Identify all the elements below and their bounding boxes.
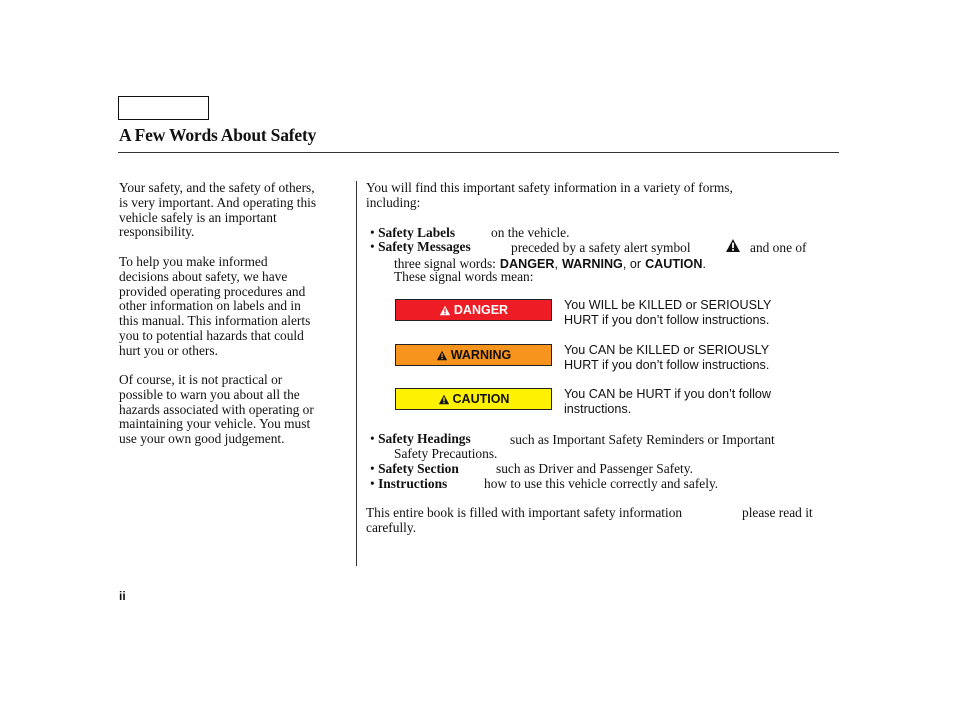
safety-headings-text: such as Important Safety Reminders or Important <box>510 432 775 447</box>
danger-label <box>395 299 552 321</box>
bullet-safety-headings <box>370 432 471 447</box>
text-line: is very important. And operating this <box>119 194 317 210</box>
text-line: Of course, it is not practical or <box>119 372 283 387</box>
text-line: this manual. This information alerts <box>119 313 311 329</box>
bullet: • <box>370 461 375 476</box>
term: Safety Labels <box>378 225 456 240</box>
text-line: you to potential hazards that could <box>119 327 304 343</box>
section-tab-box <box>118 96 209 120</box>
safety-messages-text: preceded by a safety alert symbol <box>511 240 691 255</box>
text-line: Your safety, and the safety of others, <box>119 180 315 195</box>
signal-words-line: three signal words: DANGER, WARNING, or CAUTION. <box>394 256 706 271</box>
text-line: hazards associated with operating or <box>119 401 314 417</box>
text-line: use your own good judgement. <box>119 431 285 447</box>
term: Instructions <box>378 476 448 491</box>
term: Safety Messages <box>378 239 471 254</box>
page-title: A Few Words About Safety <box>119 125 317 145</box>
left-paragraph-3 <box>119 373 314 447</box>
text-line: HURT if you don’t follow instructions. <box>564 313 770 327</box>
safety-section-text: such as Driver and Passenger Safety. <box>496 461 693 476</box>
warning-description <box>564 343 769 373</box>
signal-word-caution: CAUTION <box>645 257 703 271</box>
text-line: You CAN be KILLED or SERIOUSLY <box>564 343 770 357</box>
bullet-instructions <box>370 477 447 492</box>
caution-label <box>395 388 552 410</box>
bullet: • <box>370 476 375 491</box>
safety-headings-text-2: Safety Precautions. <box>394 446 498 461</box>
left-paragraph-1 <box>119 181 316 240</box>
text-line: You will find this important safety information in a variety of forms, <box>366 180 733 195</box>
text-line: possible to warn you about all the <box>119 386 300 402</box>
text-line: instructions. <box>564 402 632 416</box>
text-line: provided operating procedures and <box>119 283 306 299</box>
page-number: ii <box>119 589 126 603</box>
danger-description <box>564 298 771 328</box>
closing-text-1b: please read it <box>742 505 813 520</box>
text-line: responsibility. <box>119 224 195 240</box>
alert-triangle-icon <box>438 394 450 405</box>
term: Safety Section <box>378 461 459 476</box>
text-line: hurt you or others. <box>119 342 218 358</box>
bullet: • <box>370 431 375 446</box>
text-line: You CAN be HURT if you don’t follow <box>564 387 771 401</box>
bullet-safety-messages <box>370 240 471 255</box>
bullet-safety-section <box>370 462 459 477</box>
text-line: vehicle safely is an important <box>119 209 277 225</box>
text-line: decisions about safety, we have <box>119 268 288 284</box>
bullet: • <box>370 225 375 240</box>
term: Safety Headings <box>378 431 471 446</box>
safety-labels-text: on the vehicle. <box>491 225 570 240</box>
text: three signal words: <box>394 256 496 271</box>
left-paragraph-2 <box>119 255 310 359</box>
safety-messages-text-2: and one of <box>750 240 807 255</box>
warning-label <box>395 344 552 366</box>
text: , or <box>622 257 642 271</box>
text-line: HURT if you don’t follow instructions. <box>564 358 770 372</box>
text-line: You WILL be KILLED or SERIOUSLY <box>564 298 772 312</box>
safety-alert-triangle-icon <box>725 238 741 253</box>
text-line: other information on labels and in <box>119 298 301 314</box>
signal-word: DANGER <box>453 303 509 317</box>
signal-word-danger: DANGER <box>499 257 555 271</box>
alert-triangle-icon <box>436 350 448 361</box>
signal-word: CAUTION <box>452 392 510 406</box>
signal-word-warning: WARNING <box>561 257 623 271</box>
instructions-text: how to use this vehicle correctly and safely. <box>484 476 719 491</box>
signal-word: WARNING <box>450 348 512 362</box>
text-line: To help you make informed <box>119 254 268 269</box>
title-rule <box>118 152 839 153</box>
text-line: including: <box>366 194 421 210</box>
alert-triangle-icon <box>439 305 451 316</box>
intro-paragraph <box>366 181 733 211</box>
caution-description <box>564 387 771 417</box>
signal-mean-text: These signal words mean: <box>394 269 534 284</box>
bullet: • <box>370 239 375 254</box>
text-line: maintaining your vehicle. You must <box>119 416 311 432</box>
closing-text-1: This entire book is filled with important safety information <box>366 505 683 520</box>
closing-text-2: carefully. <box>366 520 417 535</box>
column-divider <box>356 181 357 566</box>
